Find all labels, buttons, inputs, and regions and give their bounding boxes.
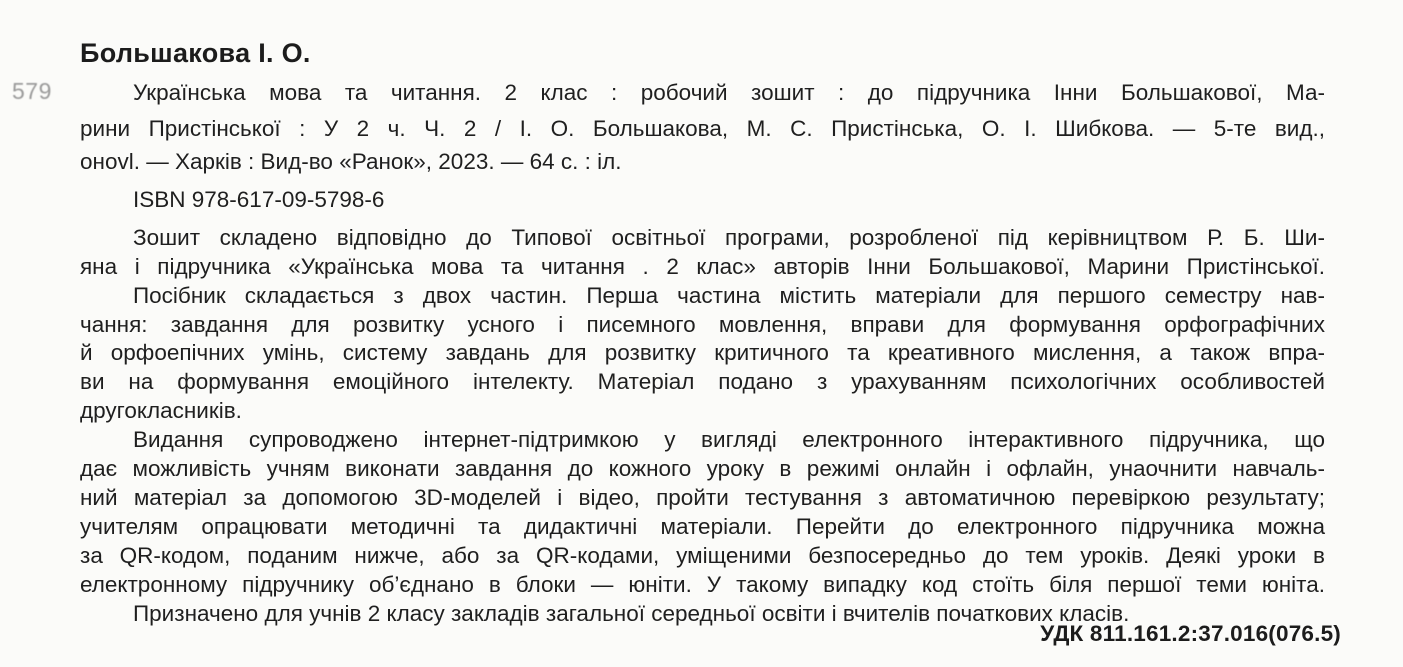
annotation-line: Призначено для учнів 2 класу закладів загальної середньої освіти і вчителів початкових класів. (133, 601, 1130, 626)
annotation-line: чання: завдання для розвитку усного і писемного мовлення, вправи для формування орфографічних (80, 312, 1325, 337)
annotation-line: Посібник складається з двох частин. Перша частина містить матеріали для першого семестру нав- (133, 283, 1325, 308)
annotation-line: другокласників. (80, 398, 242, 423)
title-line: рини Пристінської : У 2 ч. Ч. 2 / І. О. Большакова, М. С. Пристінська, О. І. Шибкова. — 5-те вид., (80, 116, 1325, 141)
udk-code: УДК 811.161.2:37.016(076.5) (1040, 621, 1341, 646)
title-line: онovl. — Харків : Вид-во «Ранок», 2023. — 64 с. : іл. (80, 149, 622, 174)
annotation-line: ний матеріал за допомогою 3D-моделей і відео, пройти тестування з автоматичною перевіркою результату; (80, 485, 1325, 510)
title-line: Українська мова та читання. 2 клас : робочий зошит : до підручника Інни Большакової, Ма- (133, 80, 1325, 105)
annotation-line: Видання супроводжено інтернет-підтримкою у вигляді електронного інтерактивного підручника, що (133, 427, 1325, 452)
annotation-line: електронному підручнику об’єднано в блоки — юніти. У такому випадку код стоїть біля першої теми юніта. (80, 572, 1325, 597)
annotation-line: учителям опрацювати методичні та дидактичні матеріали. Перейти до електронного підручника можна (80, 514, 1325, 539)
annotation-line: дає можливість учням виконати завдання до кожного уроку в режимі онлайн і офлайн, унаочнити навчаль- (80, 456, 1325, 481)
isbn: ISBN 978-617-09-5798-6 (133, 187, 385, 212)
annotation-line: яна і підручника «Українська мова та читання . 2 клас» авторів Інни Большакової, Марини Пристінської. (80, 254, 1325, 279)
annotation-line: Зошит складено відповідно до Типової освітньої програми, розробленої під керівництвом Р. Б. Ши- (133, 225, 1325, 250)
annotation-line: ви на формування емоційного інтелекту. Матеріал подано з урахуванням психологічних особливостей (80, 369, 1325, 394)
reference-number: 579 (12, 78, 52, 104)
annotation-line: за QR-кодом, поданим нижче, або за QR-кодами, уміщеними безпосередньо до тем уроків. Деякі уроки в (80, 543, 1325, 568)
author-heading: Большакова І. О. (80, 38, 311, 68)
annotation-line: й орфоепічних умінь, систему завдань для розвитку критичного та креативного мислення, а також впра- (80, 340, 1325, 365)
